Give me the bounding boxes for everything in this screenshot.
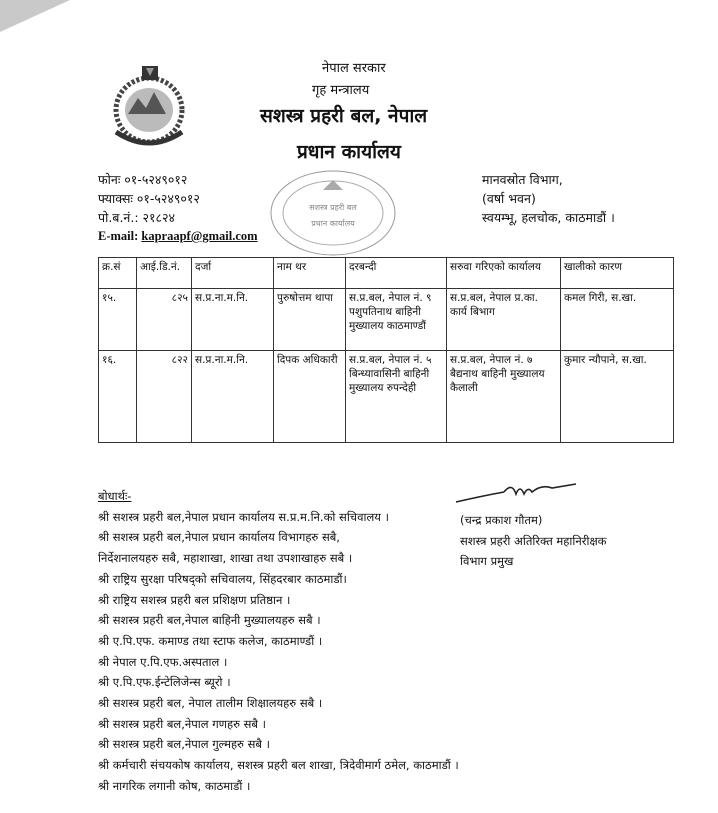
department-address: स्वयम्भू, हलचोक, काठमाडौं । [482, 210, 615, 225]
cell-vacancy-reason: कुमार न्यौपाने, स.खा. [561, 351, 674, 443]
list-item: श्री नागरिक लगानी कोष, काठमाडौं । [98, 778, 251, 793]
seal-text-bottom: प्रधान कार्यालय [311, 219, 355, 228]
email-link[interactable]: kapraapf@gmail.com [141, 229, 258, 243]
list-item: श्री ए.पि.एफ.ईन्टेलिजेन्स ब्यूरो । [98, 675, 231, 690]
po-box: पो.ब.नं.: २१८२४ [98, 210, 176, 225]
list-item: श्री सशस्त्र प्रहरी बल,नेपाल बाहिनी मुख्यालयहरु सबै । [98, 613, 321, 628]
department-building: (वर्षा भवन) [482, 191, 536, 206]
cell-vacancy-reason: कमल गिरी, स.खा. [561, 289, 674, 351]
signatory-title: सशस्त्र प्रहरी अतिरिक्त महानिरीक्षक [460, 533, 607, 548]
office-seal-icon [268, 168, 398, 258]
fax-number: फ्याक्सः ०१-५२४९०१२ [98, 191, 200, 206]
col-header-sn: क्र.सं [99, 258, 137, 289]
handwritten-signature-icon [452, 478, 582, 510]
list-item: निर्देशनालयहरु सबै, महाशाखा, शाखा तथा उपशाखाहरु सबै । [98, 551, 353, 566]
cell-name: पुरुषोत्तम थापा [274, 289, 346, 351]
col-header-rank: दर्जा [192, 258, 274, 289]
cell-name: दिपक अधिकारी [274, 351, 346, 443]
signatory-dept: विभाग प्रमुख [460, 554, 514, 569]
govt-name: नेपाल सरकार [322, 61, 386, 76]
signatory-block [460, 510, 607, 572]
list-item: श्री सशस्त्र प्रहरी बल,नेपाल प्रधान कार्यालय विभागहरु सबै, [98, 530, 340, 545]
table-row [99, 351, 674, 443]
list-item: श्री ए.पि.एफ. कमाण्ड तथा स्टाफ कलेज, काठमाण्डौं । [98, 633, 323, 648]
list-item: श्री राष्ट्रिय सशस्त्र प्रहरी बल प्रशिक्षण प्रतिष्ठान । [98, 592, 291, 607]
col-header-transfer-office: सरुवा गरिएको कार्यालय [447, 258, 561, 289]
ministry-name: गृह मन्त्रालय [312, 83, 370, 98]
list-item: श्री सशस्त्र प्रहरी बल,नेपाल प्रधान कार्यालय स.प्र.म.नि.को सचिवालय । [98, 509, 389, 524]
distribution-list [98, 486, 459, 797]
transfer-table [98, 257, 674, 443]
list-item: श्री सशस्त्र प्रहरी बल,नेपाल गुल्महरु सबै । [98, 737, 270, 752]
list-item: श्री राष्ट्रिय सुरक्षा परिषद्को सचिवालय, सिंहदरबार काठमाडौं। [98, 571, 347, 586]
cell-id: ८२२ [137, 351, 192, 443]
list-item: श्री सशस्त्र प्रहरी बल, नेपाल तालीम शिक्षालयहरु सबै । [98, 696, 323, 711]
table-header-row [99, 258, 674, 289]
email-line [98, 227, 258, 246]
list-item: श्री नेपाल ए.पि.एफ.अस्पताल । [98, 654, 228, 669]
seal-text-top: सशस्त्र प्रहरी बल [309, 203, 357, 212]
page-corner-fold [0, 0, 70, 32]
list-item: श्री सशस्त्र प्रहरी बल,नेपाल गणहरु सबै । [98, 716, 266, 731]
cell-transfer-office: स.प्र.बल, नेपाल नं. ७ बैद्यनाथ बाहिनी मुख्यालय कैलाली [447, 351, 561, 443]
cell-rank: स.प्र.ना.म.नि. [192, 289, 274, 351]
signatory-name: (चन्द्र प्रकाश गौतम) [460, 513, 543, 527]
cell-transfer-office: स.प्र.बल, नेपाल प्र.का. कार्य बिभाग [447, 289, 561, 351]
table-row [99, 289, 674, 351]
col-header-name: नाम थर [274, 258, 346, 289]
contact-block [98, 170, 258, 246]
department-block [482, 170, 615, 227]
office-name: प्रधान कार्यालय [297, 141, 401, 163]
cell-post: स.प्र.बल, नेपाल नं. ५ बिन्ध्यावासिनी बाहिनी मुख्यालय रुपन्देही [346, 351, 447, 443]
nepal-emblem-icon [108, 62, 190, 150]
org-name: सशस्त्र प्रहरी बल, नेपाल [260, 105, 428, 127]
cell-sn: १६. [99, 351, 137, 443]
email-label: E-mail: [98, 229, 139, 243]
cell-rank: स.प्र.ना.म.नि. [192, 351, 274, 443]
distribution-heading: बोधार्थः- [98, 489, 132, 503]
list-item: श्री कर्मचारी संचयकोष कार्यालय, सशस्त्र प्रहरी बल शाखा, त्रिदेवीमार्ग ठमेल, काठमाडौं । [98, 758, 459, 773]
phone-number: फोनः ०१-५२४९०१२ [98, 172, 188, 187]
cell-id: ८२५ [137, 289, 192, 351]
col-header-vacancy-reason: खालीको कारण [561, 258, 674, 289]
col-header-post: दरबन्दी [346, 258, 447, 289]
department-name: मानवस्रोत विभाग, [482, 172, 563, 187]
col-header-id: आई.डि.नं. [137, 258, 192, 289]
cell-post: स.प्र.बल, नेपाल नं. ९ पशुपतिनाथ बाहिनी मुख्यालय काठमाण्डौं [346, 289, 447, 351]
cell-sn: १५. [99, 289, 137, 351]
